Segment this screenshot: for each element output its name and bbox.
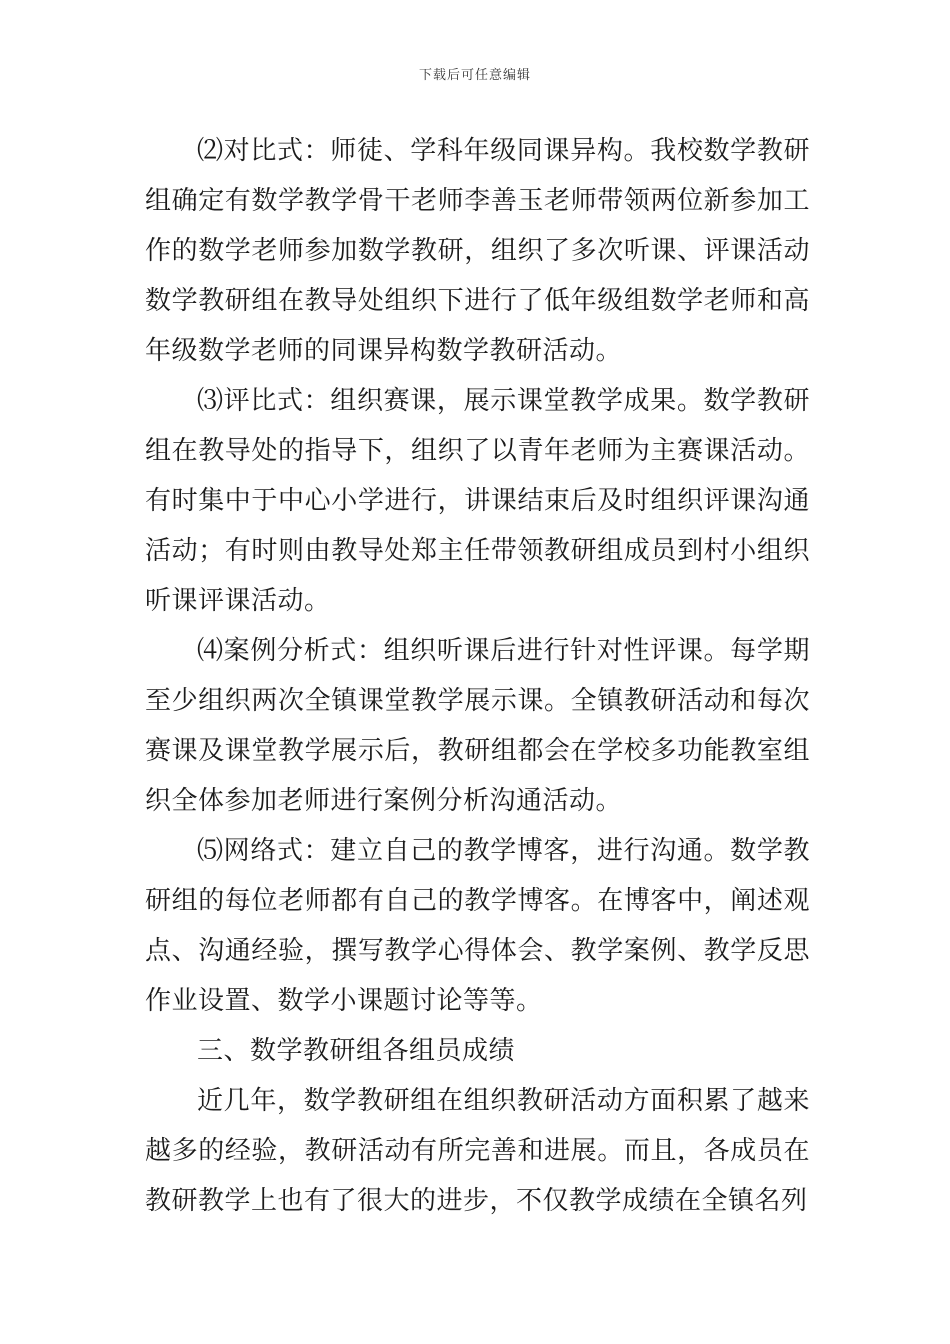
paragraph-case-analysis-style: ⑷案例分析式：组织听课后进行针对性评课。每学期至少组织两次全镇课堂教学展示课。全镇教研活动和每次赛课及课堂教学展示后，教研组都会在学校多功能教室组织全体参加老师进行案例分析沟通活动。 [145,636,810,816]
paragraph-comparison-style: ⑵对比式：师徒、学科年级同课异构。我校数学教研组确定有数学教学骨干老师李善玉老师带领两位新参加工作的数学老师参加数学教研，组织了多次听课、评课活动数学教研组在教导处组织下进行了低年级组数学老师和高年级数学老师的同课异构数学教研活动。 [145,136,810,366]
paragraph-network-style: ⑸网络式：建立自己的教学博客，进行沟通。数学教研组的每位老师都有自己的教学博客。在博客中，阐述观点、沟通经验，撰写教学心得体会、教学案例、教学反思作业设置、数学小课题讨论等等。 [145,836,810,1016]
page-header: 下载后可任意编辑 [418,68,531,83]
paragraph-achievements: 近几年，数学教研组在组织教研活动方面积累了越来越多的经验，教研活动有所完善和进展。而且，各成员在教研教学上也有了很大的进步，不仅教学成绩在全镇名列 [145,1086,810,1216]
document-body [145,126,810,1226]
paragraph-evaluation-style: ⑶评比式：组织赛课，展示课堂教学成果。数学教研组在教导处的指导下，组织了以青年老师为主赛课活动。有时集中于中心小学进行，讲课结束后及时组织评课沟通活动；有时则由教导处郑主任带领教研组成员到村小组织听课评课活动。 [145,386,810,616]
section-heading-achievements: 三、数学教研组各组员成绩 [197,1036,516,1066]
